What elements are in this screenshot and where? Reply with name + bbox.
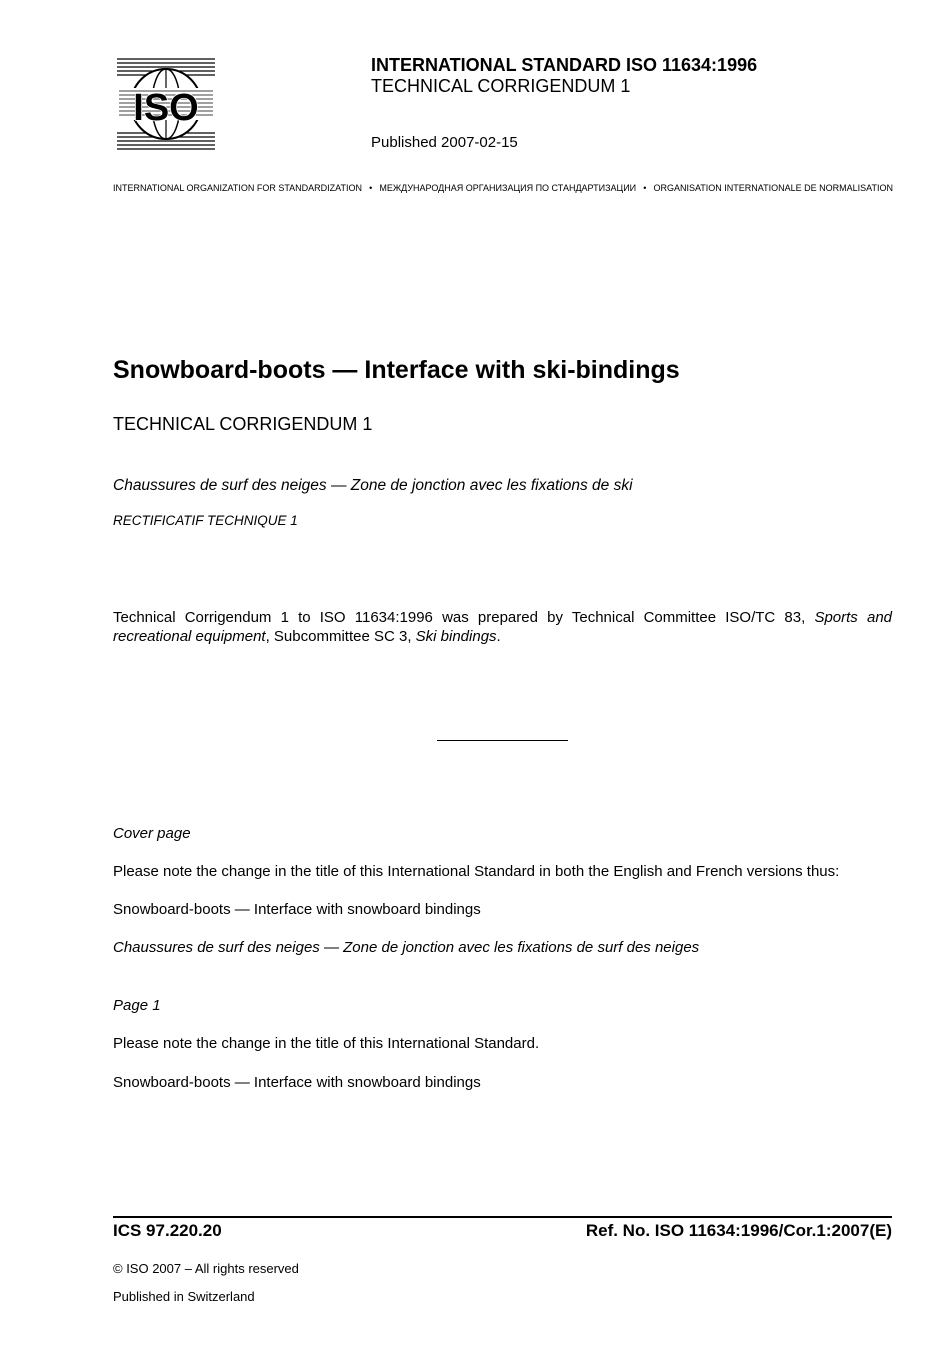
intro-text: . [496, 627, 501, 645]
footer-rule [113, 1216, 892, 1218]
page1-heading: Page 1 [113, 997, 161, 1014]
intro-text: Technical Corrigendum 1 to ISO 11634:1996 was prepared by Technical Committee ISO/TC 83, [113, 609, 815, 626]
separator-dot: • [643, 183, 647, 193]
french-title: Chaussures de surf des neiges — Zone de jonction avec les fixations de ski [113, 477, 633, 494]
standard-title: INTERNATIONAL STANDARD ISO 11634:1996 [371, 55, 758, 75]
separator-dot: • [369, 183, 373, 193]
page1-english-title: Snowboard-boots — Interface with snowboard bindings [113, 1074, 481, 1091]
french-subtitle: RECTIFICATIF TECHNIQUE 1 [113, 513, 298, 528]
published-date: Published 2007-02-15 [371, 134, 518, 151]
cover-english-title: Snowboard-boots — Interface with snowboard bindings [113, 901, 481, 918]
document-title: Snowboard-boots — Interface with ski-bindings [113, 356, 680, 384]
iso-logo-text: ISO [133, 87, 199, 129]
intro-paragraph [113, 609, 892, 646]
page1-note: Please note the change in the title of this International Standard. [113, 1035, 540, 1052]
org-name-en: INTERNATIONAL ORGANIZATION FOR STANDARDIZATION [113, 183, 363, 193]
cover-page-note: Please note the change in the title of this International Standard in both the English and French versions thus: [113, 863, 840, 880]
standard-subtitle: TECHNICAL CORRIGENDUM 1 [371, 76, 631, 96]
reference-number: Ref. No. ISO 11634:1996/Cor.1:2007(E) [585, 1221, 892, 1240]
copyright: © ISO 2007 – All rights reserved [113, 1261, 299, 1276]
published-in: Published in Switzerland [113, 1289, 255, 1304]
iso-logo [117, 57, 215, 151]
cover-page-heading: Cover page [113, 825, 191, 842]
org-name-fr: ORGANISATION INTERNATIONALE DE NORMALISATION [653, 183, 893, 193]
document-subtitle: TECHNICAL CORRIGENDUM 1 [113, 414, 373, 434]
organization-names [113, 183, 893, 193]
subcommittee-name: Ski bindings [415, 627, 497, 645]
ics-code: ICS 97.220.20 [113, 1221, 222, 1240]
org-name-ru: МЕЖДУНАРОДНАЯ ОРГАНИЗАЦИЯ ПО СТАНДАРТИЗАЦИИ [379, 183, 637, 193]
separator-rule [437, 740, 568, 741]
cover-french-title: Chaussures de surf des neiges — Zone de jonction avec les fixations de surf des neiges [113, 939, 700, 956]
intro-text: , Subcommittee SC 3, [265, 627, 416, 645]
committee-name: Sports and recreational equipment [113, 609, 892, 645]
